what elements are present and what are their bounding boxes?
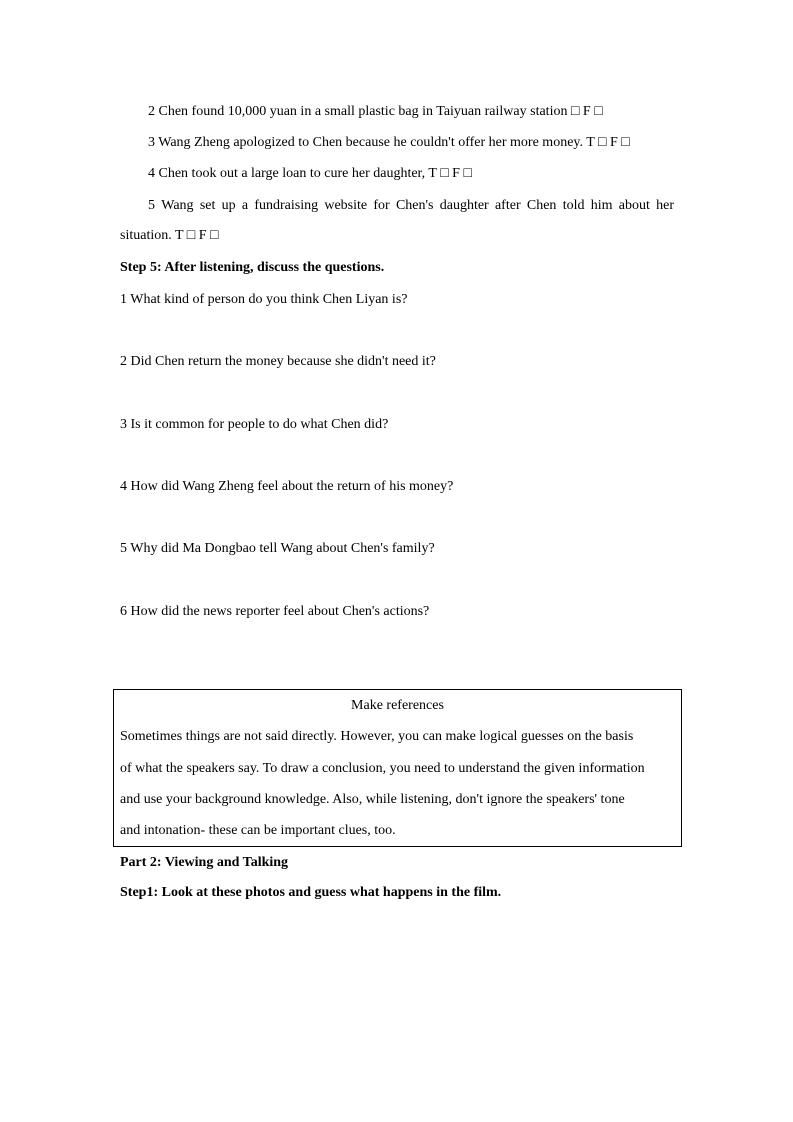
box-line-3: and use your background knowledge. Also, while listening, don't ignore the speakers' tone (120, 792, 625, 807)
statement-2: 2 Chen found 10,000 yuan in a small plastic bag in Taiyuan railway station □ F □ (148, 104, 603, 119)
word: a (241, 198, 249, 213)
part2-heading: Part 2: Viewing and Talking (120, 855, 289, 870)
question-4: 4 How did Wang Zheng feel about the return of his money? (120, 479, 454, 494)
box-line-2: of what the speakers say. To draw a conclusion, you need to understand the given information (120, 761, 645, 776)
word: her (656, 198, 674, 213)
question-1: 1 What kind of person do you think Chen Liyan is? (120, 292, 408, 307)
word: daughter (439, 198, 489, 213)
box-line-4: and intonation- these can be important clues, too. (120, 823, 396, 838)
statement-5 (148, 197, 674, 215)
statement-3: 3 Wang Zheng apologized to Chen because he couldn't offer her more money. T □ F □ (148, 135, 630, 150)
statement-5-continuation: situation. T □ F □ (120, 228, 219, 243)
question-5: 5 Why did Ma Dongbao tell Wang about Chen's family? (120, 541, 435, 556)
question-3: 3 Is it common for people to do what Chen did? (120, 417, 389, 432)
box-title: Make references (351, 698, 444, 713)
question-6: 6 How did the news reporter feel about Chen's actions? (120, 604, 430, 619)
word: about (618, 198, 650, 213)
step5-heading: Step 5: After listening, discuss the questions. (120, 260, 385, 275)
word: up (221, 198, 236, 213)
word: for (373, 198, 390, 213)
word: set (199, 198, 216, 213)
word: 5 (148, 198, 155, 213)
word: told (562, 198, 585, 213)
word: fundraising (254, 198, 319, 213)
word: Wang (161, 198, 194, 213)
word: after (494, 198, 521, 213)
word: Chen (526, 198, 557, 213)
word: Chen's (395, 198, 434, 213)
part2-step1: Step1: Look at these photos and guess what happens in the film. (120, 885, 502, 900)
make-references-box (113, 689, 682, 847)
word: website (324, 198, 368, 213)
question-2: 2 Did Chen return the money because she didn't need it? (120, 354, 436, 369)
word: him (590, 198, 613, 213)
statement-4: 4 Chen took out a large loan to cure her daughter, T □ F □ (148, 166, 472, 181)
box-line-1: Sometimes things are not said directly. However, you can make logical guesses on the basis (120, 729, 634, 744)
